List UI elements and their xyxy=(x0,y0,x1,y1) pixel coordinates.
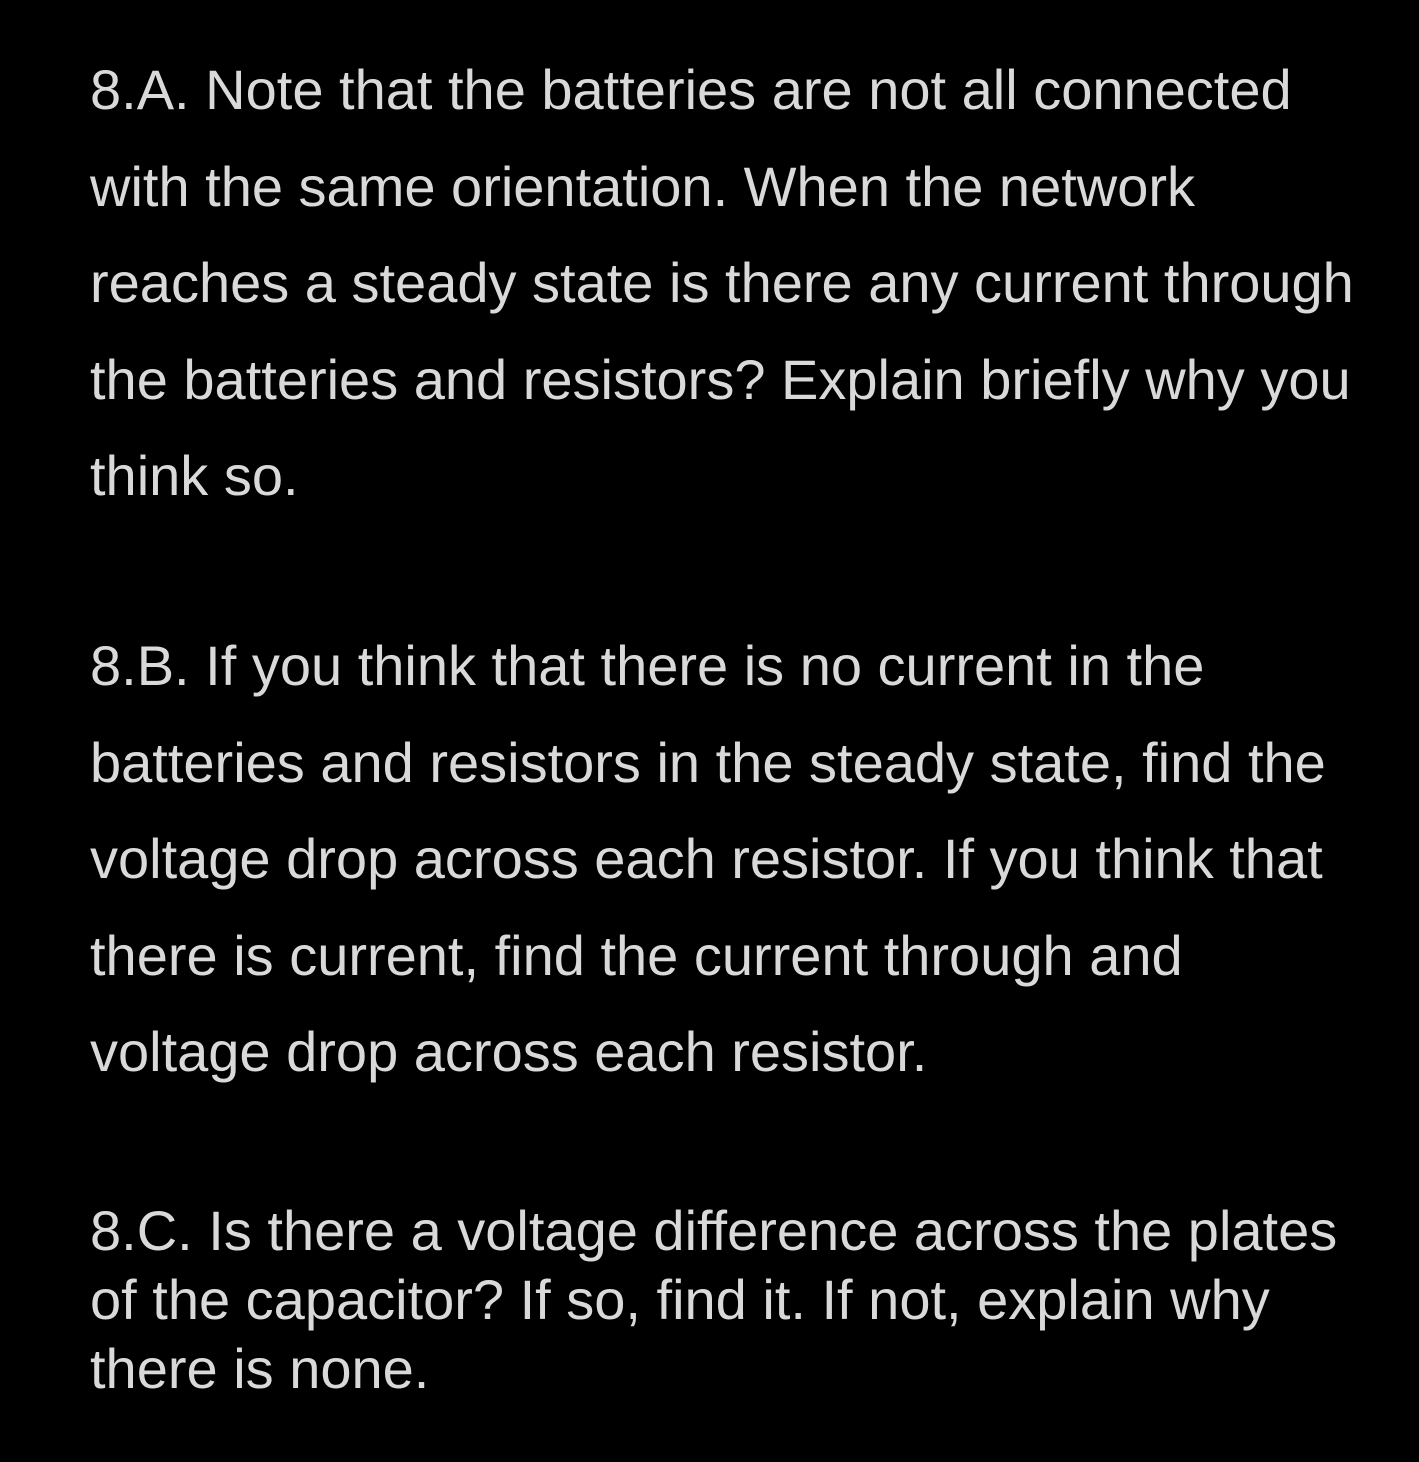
question-8b-line: batteries and resistors in the steady state, find the xyxy=(90,730,1326,794)
question-8a-line: reaches a steady state is there any current through xyxy=(90,251,1354,314)
question-8c-line: of the capacitor? If so, find it. If not, explain why xyxy=(90,1268,1270,1331)
question-8b-line: voltage drop across each resistor. xyxy=(90,1020,928,1083)
question-8c-line: 8.C. Is there a voltage difference across the plates xyxy=(90,1199,1338,1262)
question-8a-line: with the same orientation. When the network xyxy=(90,154,1196,218)
question-8b-paragraph xyxy=(90,618,1380,1101)
question-8b-line: there is current, find the current through and xyxy=(90,923,1183,987)
question-8a-paragraph xyxy=(90,42,1380,525)
question-8a-line: think so. xyxy=(90,444,299,507)
question-8b-line: 8.B. If you think that there is no current in the xyxy=(90,634,1205,697)
question-8c-paragraph xyxy=(90,1196,1380,1403)
question-8b-line: voltage drop across each resistor. If you think that xyxy=(90,827,1323,890)
question-8a-line: the batteries and resistors? Explain briefly why you xyxy=(90,347,1351,411)
question-8a-line: 8.A. Note that the batteries are not all connected xyxy=(90,58,1292,121)
question-8c-line: there is none. xyxy=(90,1337,430,1400)
